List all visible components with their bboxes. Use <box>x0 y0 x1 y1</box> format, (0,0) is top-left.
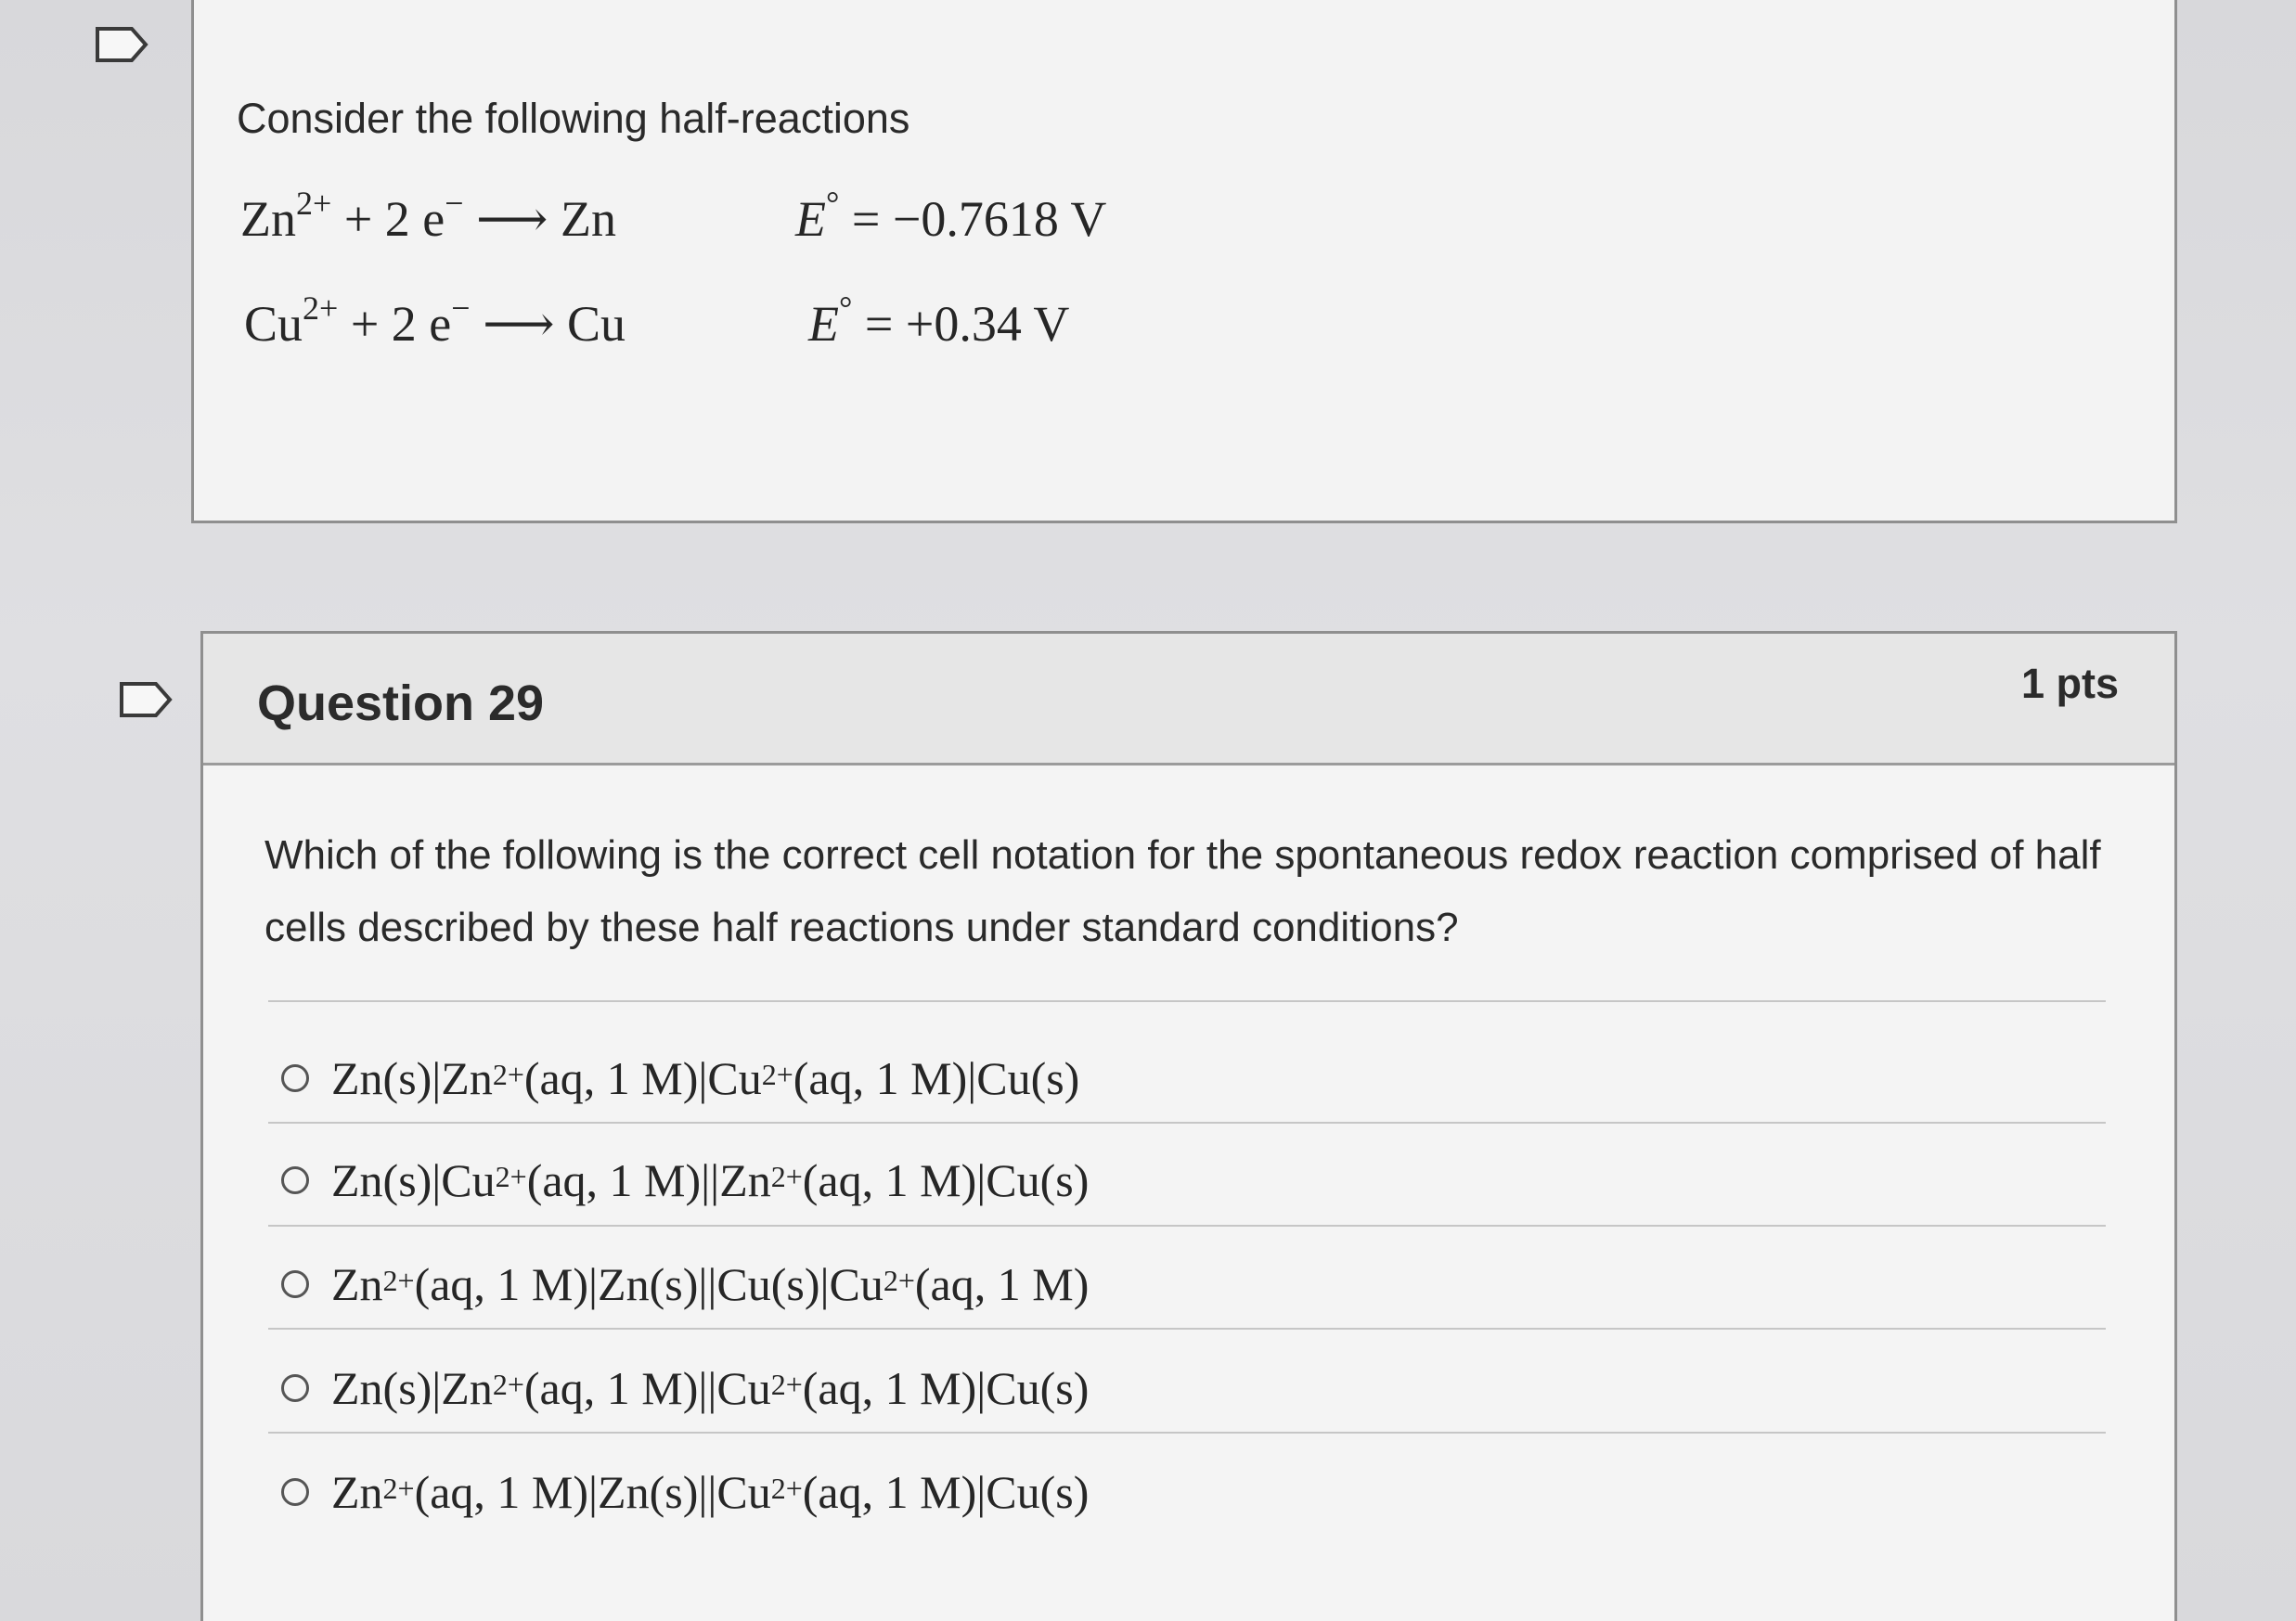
bookmark-flag-icon[interactable] <box>119 681 173 718</box>
stimulus-panel <box>191 0 2177 523</box>
radio-button[interactable] <box>281 1270 309 1298</box>
question-text: Which of the following is the correct cell notation for the spontaneous redox reaction comprised of half cells described by these half reactions under standard conditions? <box>264 832 2101 950</box>
bookmark-flag-icon[interactable] <box>95 26 148 63</box>
potential-2: E° = +0.34 V <box>808 289 1070 352</box>
radio-button[interactable] <box>281 1166 309 1194</box>
half-reaction-2: $Cu^{2+} + 2$ e− ⟶ Cu E° = +0.34 V <box>244 289 1070 352</box>
divider <box>268 1328 2106 1330</box>
question-header <box>203 634 2174 765</box>
answer-option-3[interactable]: Zn $^{2+}$ (aq, 1 M)|Zn(s)||Cu(s)|Cu $^{2+}$ (aq, 1 M) <box>281 1257 1089 1311</box>
divider <box>268 1432 2106 1434</box>
answer-option-2[interactable]: Zn(s)|Cu $^{2+}$ (aq, 1 M)||Zn $^{2+}$ (aq, 1 M)|Cu(s) <box>281 1153 1089 1207</box>
half-reaction-1: $Zn^{2+} + 2$ e− ⟶ Zn E° = −0.7618 V <box>240 185 1107 247</box>
answer-option-1[interactable]: Zn(s)|Zn $^{2+}$ (aq, 1 M)|Cu $^{2+}$ (aq, 1 M)|Cu(s) <box>281 1051 1079 1105</box>
question-points: 1 pts <box>2020 660 2119 707</box>
potential-1: E° = −0.7618 V <box>795 185 1107 247</box>
stimulus-title: Consider the following half-reactions <box>237 95 910 142</box>
radio-button[interactable] <box>281 1064 309 1092</box>
radio-button[interactable] <box>281 1374 309 1402</box>
question-card <box>200 631 2177 1621</box>
divider <box>268 1122 2106 1124</box>
radio-button[interactable] <box>281 1478 309 1506</box>
answer-option-4[interactable]: Zn(s)|Zn $^{2+}$ (aq, 1 M)||Cu $^{2+}$ (aq, 1 M)|Cu(s) <box>281 1361 1089 1415</box>
divider <box>268 1000 2106 1002</box>
question-title: Question 29 <box>257 675 545 731</box>
answer-option-5[interactable]: Zn $^{2+}$ (aq, 1 M)|Zn(s)||Cu $^{2+}$ (aq, 1 M)|Cu(s) <box>281 1465 1089 1519</box>
divider <box>268 1225 2106 1227</box>
